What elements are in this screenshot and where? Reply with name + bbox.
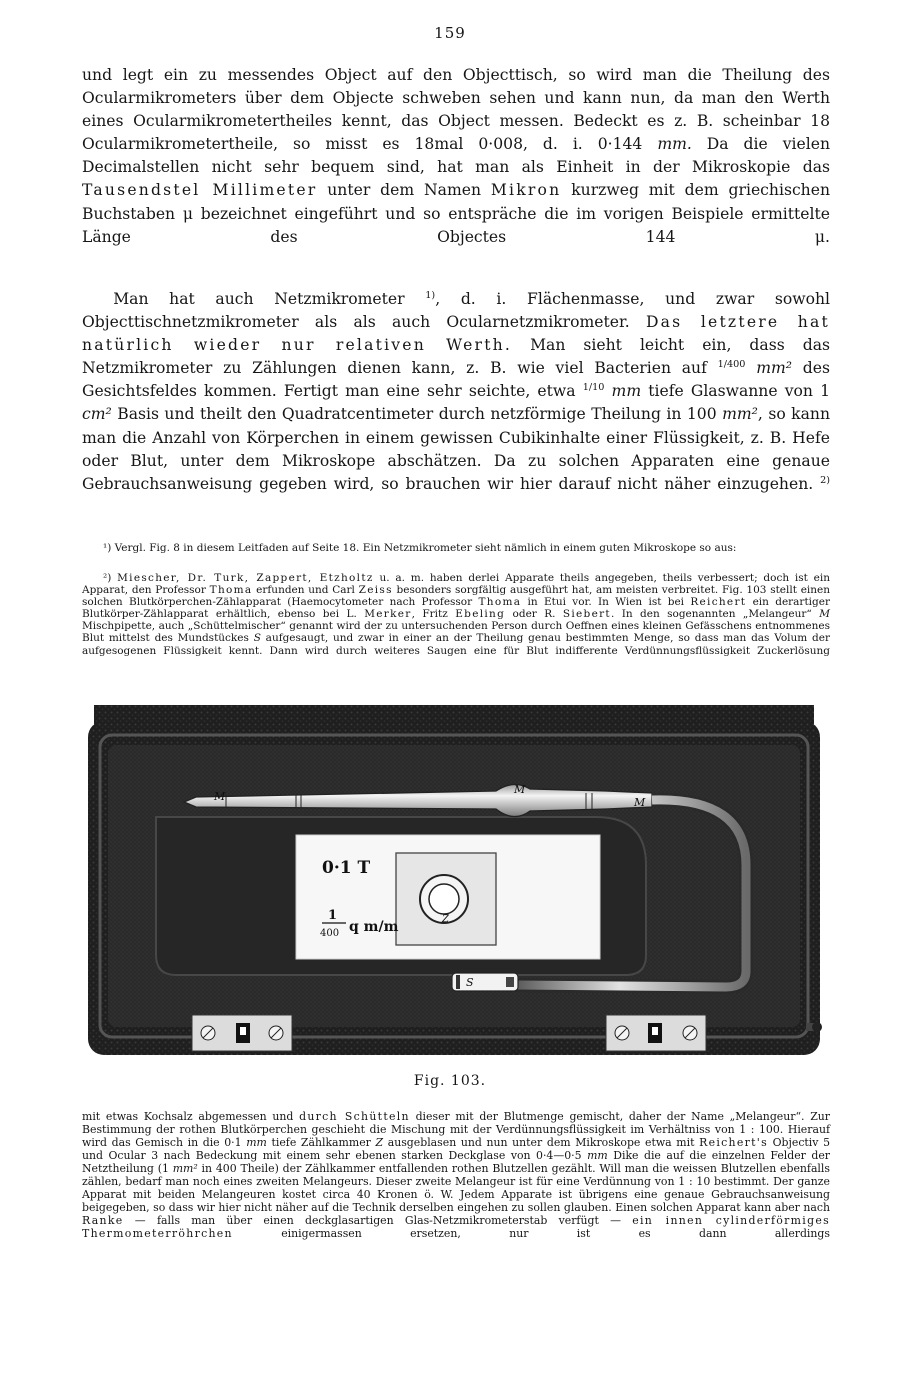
footnote-1 <box>82 542 830 554</box>
name-ranke: Ranke <box>82 1214 124 1227</box>
unit-mm2: mm² <box>756 359 793 378</box>
haemocytometer-figure <box>86 705 822 1057</box>
para3-text-b: dieser mit der Blutmenge gemischt, daher der Name „Melangeur“. Zur Bestimmung der rothen Blutkörperchen geschieht die Mischung mit der Verdünnungsflüssigkeit im Verhältniss von 1 : 100. Hierauf wird das Gemisch in die 0·1 <box>82 1110 830 1149</box>
spaced-term-schuetteln: durch Schütteln <box>299 1110 410 1123</box>
case-hinge-right <box>606 1015 706 1051</box>
pipette-label-right: M <box>634 796 646 809</box>
footnote-ref-1: 1) <box>425 289 436 301</box>
fraction-1-400: 1/400 <box>717 359 746 371</box>
para3-text-a: mit etwas Kochsalz abgemessen und <box>82 1110 300 1123</box>
footnote-2-text-h: . In den sogenannten „Melangeur“ <box>610 608 820 621</box>
chamber-label: Z <box>442 914 449 925</box>
footnote-2-text-d: in Etui vor. In Wien ist bei <box>521 596 691 609</box>
para2-text-f: Basis und theilt den Quadratcentimeter durch netzförmige Theilung in 100 <box>111 405 723 424</box>
unit-mm: mm. <box>657 135 692 154</box>
name-thoma: Thoma <box>209 584 253 597</box>
name-merker: Merker <box>364 608 412 621</box>
para2-text-d: des Gesichtsfeldes kommen. Fertigt man eine sehr seichte, etwa <box>82 359 830 401</box>
footnote-2-text-i: Mischpipette, auch „Schüttelmischer“ genannt wird der zu untersuchenden Person durch Oeffnen eines kleinen Gefässchens entnommenes Blut mittelst des Mundstückes <box>82 620 830 645</box>
name-reicherts: Reichert's <box>699 1136 768 1149</box>
para2-text-a: Man hat auch Netzmikrometer <box>113 290 426 308</box>
footnote-2-text-c: besonders sorgfältig ausgeführt hat, am meisten verbreitet. Fig. 103 stellt einen solchen Blutkörperchen-Zählapparat (Haemocytometer nach Professor <box>82 584 830 609</box>
footnote-2-text-e: ein derartiger Blutkörper-Zählapparat erhältlich, ebenso bei L. <box>82 596 830 621</box>
slide-label-frac-den: 400 <box>320 928 340 939</box>
unit-cm2: cm² <box>82 405 112 424</box>
spaced-phrase-thermometer: ein innen cylinderförmiges Thermometerröhrchen <box>82 1214 830 1240</box>
body-paragraph-2 <box>82 288 830 496</box>
name-zeiss: Zeiss <box>358 584 393 597</box>
para3-text-g: in 400 Theile) der Zählkammer entfallenden rothen Blutzellen gezählt. Will man die weissen Blutzellen ebenfalls zählen, bedarf man noch eines zweiten Melangeurs. Dieser zweite Melangeur ist für eine Verdünnung von 1 : 10 bestimmt. Der ganze Apparat mit beiden Melangeuren kostet circa 40 Kronen ö. W. Jedem Apparate ist übrigens eine genaue Gebrauchsanweisung beigegeben, so dass wir hier nicht näher auf die Technik derselben eingehen zu sollen glauben. Einen solchen Apparat kann aber nach <box>82 1162 830 1214</box>
fraction-1-10: 1/10 <box>582 382 605 394</box>
slide-label-unit: q m/m <box>349 919 399 935</box>
name-siebert: Siebert <box>562 608 611 621</box>
footnote-2-text-b: erfunden und Carl <box>252 584 359 597</box>
unit-mm-depth: mm <box>611 382 642 401</box>
body-paragraph-1 <box>82 64 830 249</box>
footnote-2-text-j: aufgesaugt, und zwar in einer an der Theilung genau bestimmten Menge, so dass man das Volum der aufgesogenen Flüssigkeit kennt. Dann wird durch weiteres Saugen eine für Blut indifferente Verdünnungsflüssigkeit Zuckerlösung <box>82 632 830 657</box>
para2-text-e: tiefe Glaswanne von 1 <box>641 382 830 401</box>
footnote-2-names: Miescher, Dr. Turk, Zappert, Etzholtz <box>117 572 374 584</box>
slide-label-main: 0·1 T <box>322 858 371 878</box>
para1-text-mid2: unter dem Namen <box>317 181 491 200</box>
unit-mm2-p3: mm² <box>172 1162 198 1175</box>
letter-s: S <box>253 632 261 645</box>
para2-text-c: Man sieht leicht ein, dass das Netzmikrometer zu Zählungen dienen kann, z. B. wie viel Bacterien auf <box>82 336 830 378</box>
figure-caption: Fig. 103. <box>413 1073 487 1089</box>
slide-label-frac-num: 1 <box>328 908 338 923</box>
para3-text-f: Dike die auf die einzelnen Felder der Netztheilung (1 <box>82 1149 830 1175</box>
counting-chamber-slide <box>296 835 600 959</box>
footnote-2-text-f: , Fritz <box>411 608 456 621</box>
para1-text-end: kurzweg mit dem griechischen Buchstaben μ bezeichnet eingeführt und so entspräche die im vorigen Beispiele ermittelte Länge des Objectes 144 μ. <box>82 181 830 246</box>
pipette-label-left: M <box>214 790 226 803</box>
footnote-2-marker: ²) <box>103 572 118 584</box>
letter-z: Z <box>375 1136 384 1149</box>
para3-text-d: ausgeblasen und nun unter dem Mikroskope etwa mit <box>383 1136 700 1149</box>
unit-mm-p3a: mm <box>246 1136 267 1149</box>
spaced-term-tausendstel: Tausendstel Millimeter <box>82 181 318 200</box>
page-number: 159 <box>434 24 466 42</box>
para3-text-h: — falls man über einen deckglasartigen Glas-Netzmikrometerstab verfügt — <box>123 1214 633 1227</box>
footnote-2-text-g: oder R. <box>505 608 563 621</box>
footnote-1-text: ¹) Vergl. Fig. 8 in diesem Leitfaden auf Seite 18. Ein Netzmikrometer sieht nämlich in einem guten Mikroskope so aus: <box>103 542 737 554</box>
spaced-sentence-letztere: Das letztere hat natürlich wieder nur relativen Werth. <box>82 313 830 355</box>
para1-text: und legt ein zu messendes Object auf den Objecttisch, so wird man die Theilung des Ocularmikrometers über dem Objecte schweben sehen und kann nun, da man den Werth eines Ocularmikrometertheiles kennt, das Object messen. Bedeckt es z. B. scheinbar 18 Ocularmikrometertheile, so misst es 18mal 0·008, d. i. 0·144 <box>82 66 830 154</box>
footnote-2-text-a: u. a. m. haben derlei Apparate theils angegeben, theils verbessert; doch ist ein Apparat, den Professor <box>82 572 830 597</box>
name-thoma-2: Thoma <box>478 596 522 609</box>
name-ebeling: Ebeling <box>455 608 506 621</box>
para1-text-mid1: Da die vielen Decimalstellen nicht sehr bequem sind, hat man als Einheit in der Mikroskopie das <box>82 135 830 177</box>
case-hinge-left <box>192 1015 292 1051</box>
spaced-term-mikron: Mikron <box>490 181 562 200</box>
body-paragraph-3 <box>82 1110 830 1240</box>
pipette-label-mid: M <box>514 783 526 796</box>
para3-text-c: tiefe Zählkammer <box>266 1136 376 1149</box>
mouthpiece-label: S <box>466 976 474 989</box>
footnote-ref-2: 2) <box>820 474 830 486</box>
letter-m: M <box>819 608 830 621</box>
unit-mm2-b: mm² <box>722 405 758 424</box>
para2-text-g: , so kann man die Anzahl von Körperchen in einem gewissen Cubikinhalte einer Flüssigkeit, z. B. Hefe oder Blut, unter dem Mikroskope abschätzen. Da zu solchen Apparaten eine genaue Gebrauchsanweisung gegeben wird, so brauchen wir hier darauf nicht näher einzugehen. <box>82 405 830 493</box>
name-reichert: Reichert <box>690 596 747 609</box>
para3-text-e: Objectiv 5 und Ocular 3 nach Bedeckung mit einem sehr ebenen starken Deckglase von 0·4—0·5 <box>82 1136 830 1162</box>
case-clasp <box>806 1022 822 1032</box>
footnote-2 <box>82 572 830 657</box>
unit-mm-p3b: mm <box>587 1149 608 1162</box>
para2-text-b: , d. i. Flächenmasse, und zwar sowohl Objecttischnetzmikrometer als als auch Ocularnetzmikrometer. <box>82 290 831 332</box>
mouthpiece <box>452 973 518 991</box>
para3-text-i: einigermassen ersetzen, nur ist es dann allerdings <box>232 1227 830 1240</box>
